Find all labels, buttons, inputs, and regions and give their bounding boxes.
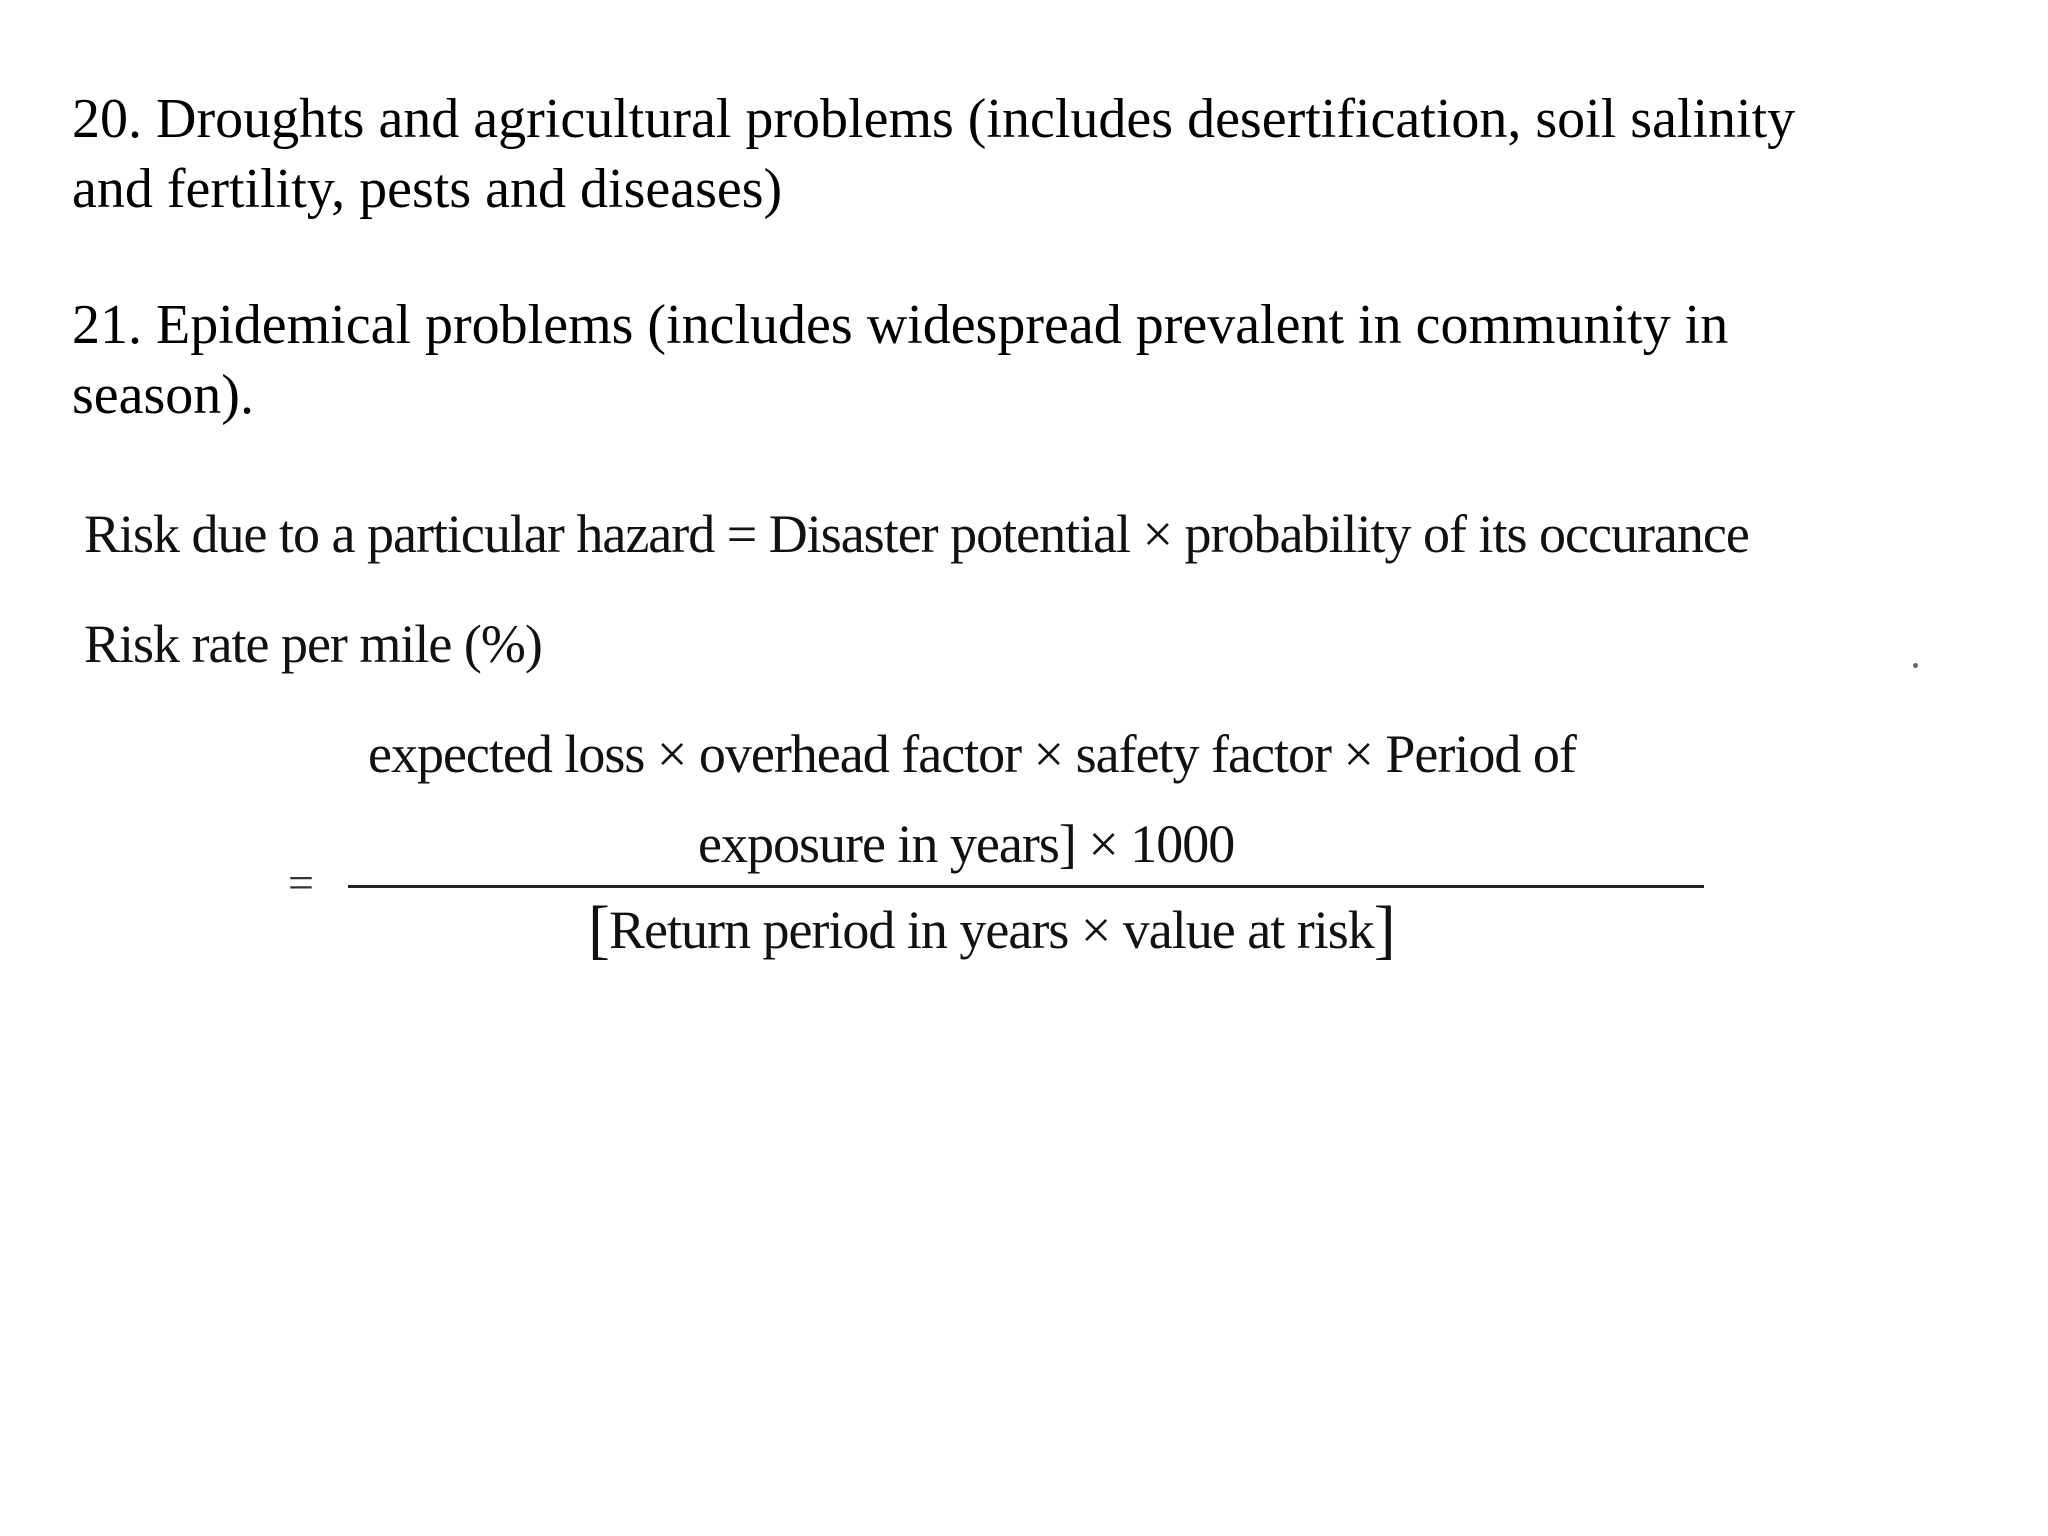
item-21-line-1: 21. Epidemical problems (includes widespread prevalent in community in [72,294,1729,356]
denominator-open-bracket: [ [588,893,609,966]
equals-sign: = [288,857,314,908]
risk-rate-label: Risk rate per mile (%) [84,614,542,674]
item-21-line-2: season). [72,364,254,426]
stray-dot-mark [1913,663,1918,668]
item-20-line-2: and fertility, pests and diseases) [72,158,783,220]
list-item-20 [72,84,1952,224]
risk-equation: Risk due to a particular hazard = Disaster potential × probability of its occurance [84,504,1749,564]
fraction-numerator-line-2: exposure in years] × 1000 [698,814,1235,874]
denominator-close-bracket: ] [1373,893,1395,966]
fraction-bar [348,885,1704,888]
fraction-numerator-line-1: expected loss × overhead factor × safety factor × Period of [368,724,1576,784]
fraction-denominator [588,893,1395,966]
denominator-text: Return period in years × value at risk [608,900,1374,960]
item-20-line-1: 20. Droughts and agricultural problems (includes desertification, soil salinity [72,88,1796,150]
list-item-21 [72,290,1952,430]
